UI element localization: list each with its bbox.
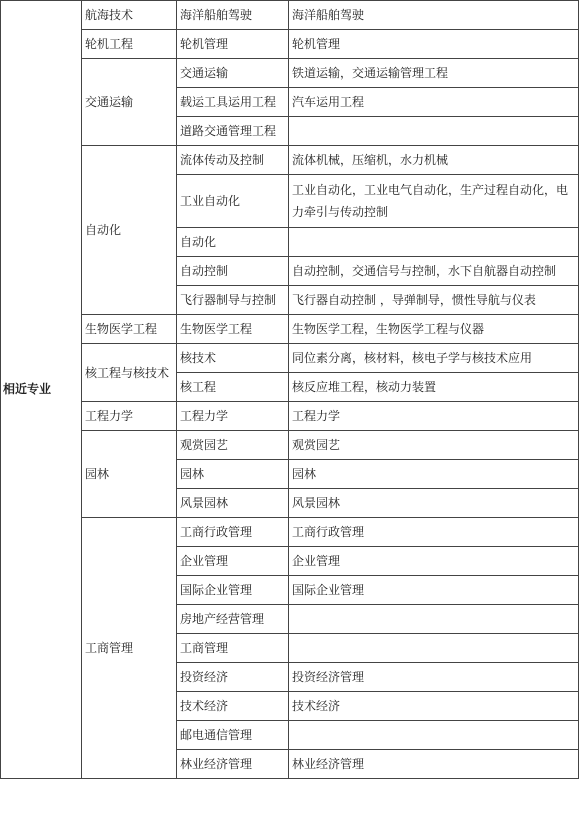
table-row	[1, 146, 579, 175]
major-name-cell: 自动控制	[177, 257, 289, 286]
major-name-cell: 工业自动化	[177, 175, 289, 228]
related-majors-cell: 自动控制，交通信号与控制，水下自航器自动控制	[289, 257, 579, 286]
major-name-cell: 风景园林	[177, 489, 289, 518]
table-row	[1, 1, 579, 30]
related-majors-cell: 生物医学工程，生物医学工程与仪器	[289, 315, 579, 344]
major-group-cell: 轮机工程	[82, 30, 177, 59]
related-majors-cell: 海洋船舶驾驶	[289, 1, 579, 30]
major-name-cell: 国际企业管理	[177, 576, 289, 605]
major-name-cell: 生物医学工程	[177, 315, 289, 344]
table-row	[1, 59, 579, 88]
major-name-cell: 载运工具运用工程	[177, 88, 289, 117]
major-name-cell: 轮机管理	[177, 30, 289, 59]
related-majors-cell: 林业经济管理	[289, 750, 579, 779]
related-majors-cell: 企业管理	[289, 547, 579, 576]
related-majors-cell: 汽车运用工程	[289, 88, 579, 117]
major-name-cell: 工商管理	[177, 634, 289, 663]
major-name-cell: 核技术	[177, 344, 289, 373]
related-majors-cell: 铁道运输，交通运输管理工程	[289, 59, 579, 88]
related-majors-cell: 流体机械，压缩机，水力机械	[289, 146, 579, 175]
major-name-cell: 工商行政管理	[177, 518, 289, 547]
major-name-cell: 自动化	[177, 228, 289, 257]
major-name-cell: 核工程	[177, 373, 289, 402]
major-name-cell: 流体传动及控制	[177, 146, 289, 175]
major-name-cell: 道路交通管理工程	[177, 117, 289, 146]
related-majors-cell: 投资经济管理	[289, 663, 579, 692]
major-group-cell: 生物医学工程	[82, 315, 177, 344]
related-majors-cell: 核反应堆工程，核动力装置	[289, 373, 579, 402]
major-group-cell: 园林	[82, 431, 177, 518]
related-majors-cell: 国际企业管理	[289, 576, 579, 605]
major-group-cell: 交通运输	[82, 59, 177, 146]
related-majors-cell: 技术经济	[289, 692, 579, 721]
related-majors-cell: 工程力学	[289, 402, 579, 431]
related-majors-cell	[289, 117, 579, 146]
major-name-cell: 海洋船舶驾驶	[177, 1, 289, 30]
major-group-cell: 自动化	[82, 146, 177, 315]
major-name-cell: 飞行器制导与控制	[177, 286, 289, 315]
major-name-cell: 技术经济	[177, 692, 289, 721]
category-cell: 相近专业	[1, 1, 82, 779]
major-name-cell: 企业管理	[177, 547, 289, 576]
major-name-cell: 林业经济管理	[177, 750, 289, 779]
table-row	[1, 315, 579, 344]
table-row	[1, 431, 579, 460]
major-name-cell: 观赏园艺	[177, 431, 289, 460]
related-majors-cell: 轮机管理	[289, 30, 579, 59]
major-name-cell: 交通运输	[177, 59, 289, 88]
related-majors-cell: 工商行政管理	[289, 518, 579, 547]
related-majors-cell: 同位素分离，核材料，核电子学与核技术应用	[289, 344, 579, 373]
related-majors-cell	[289, 721, 579, 750]
major-group-cell: 工程力学	[82, 402, 177, 431]
table-row	[1, 518, 579, 547]
table-row	[1, 402, 579, 431]
related-majors-cell	[289, 605, 579, 634]
related-majors-cell: 观赏园艺	[289, 431, 579, 460]
related-majors-cell	[289, 634, 579, 663]
related-majors-cell: 飞行器自动控制 ，导弹制导，惯性导航与仪表	[289, 286, 579, 315]
major-name-cell: 工程力学	[177, 402, 289, 431]
major-name-cell: 房地产经营管理	[177, 605, 289, 634]
major-name-cell: 邮电通信管理	[177, 721, 289, 750]
related-majors-cell: 风景园林	[289, 489, 579, 518]
related-majors-cell: 园林	[289, 460, 579, 489]
major-group-cell: 工商管理	[82, 518, 177, 779]
major-name-cell: 投资经济	[177, 663, 289, 692]
major-group-cell: 核工程与核技术	[82, 344, 177, 402]
table-row	[1, 344, 579, 373]
related-majors-cell	[289, 228, 579, 257]
table-row	[1, 30, 579, 59]
major-name-cell: 园林	[177, 460, 289, 489]
major-group-cell: 航海技术	[82, 1, 177, 30]
related-majors-cell: 工业自动化，工业电气自动化，生产过程自动化，电力牵引与传动控制	[289, 175, 579, 228]
